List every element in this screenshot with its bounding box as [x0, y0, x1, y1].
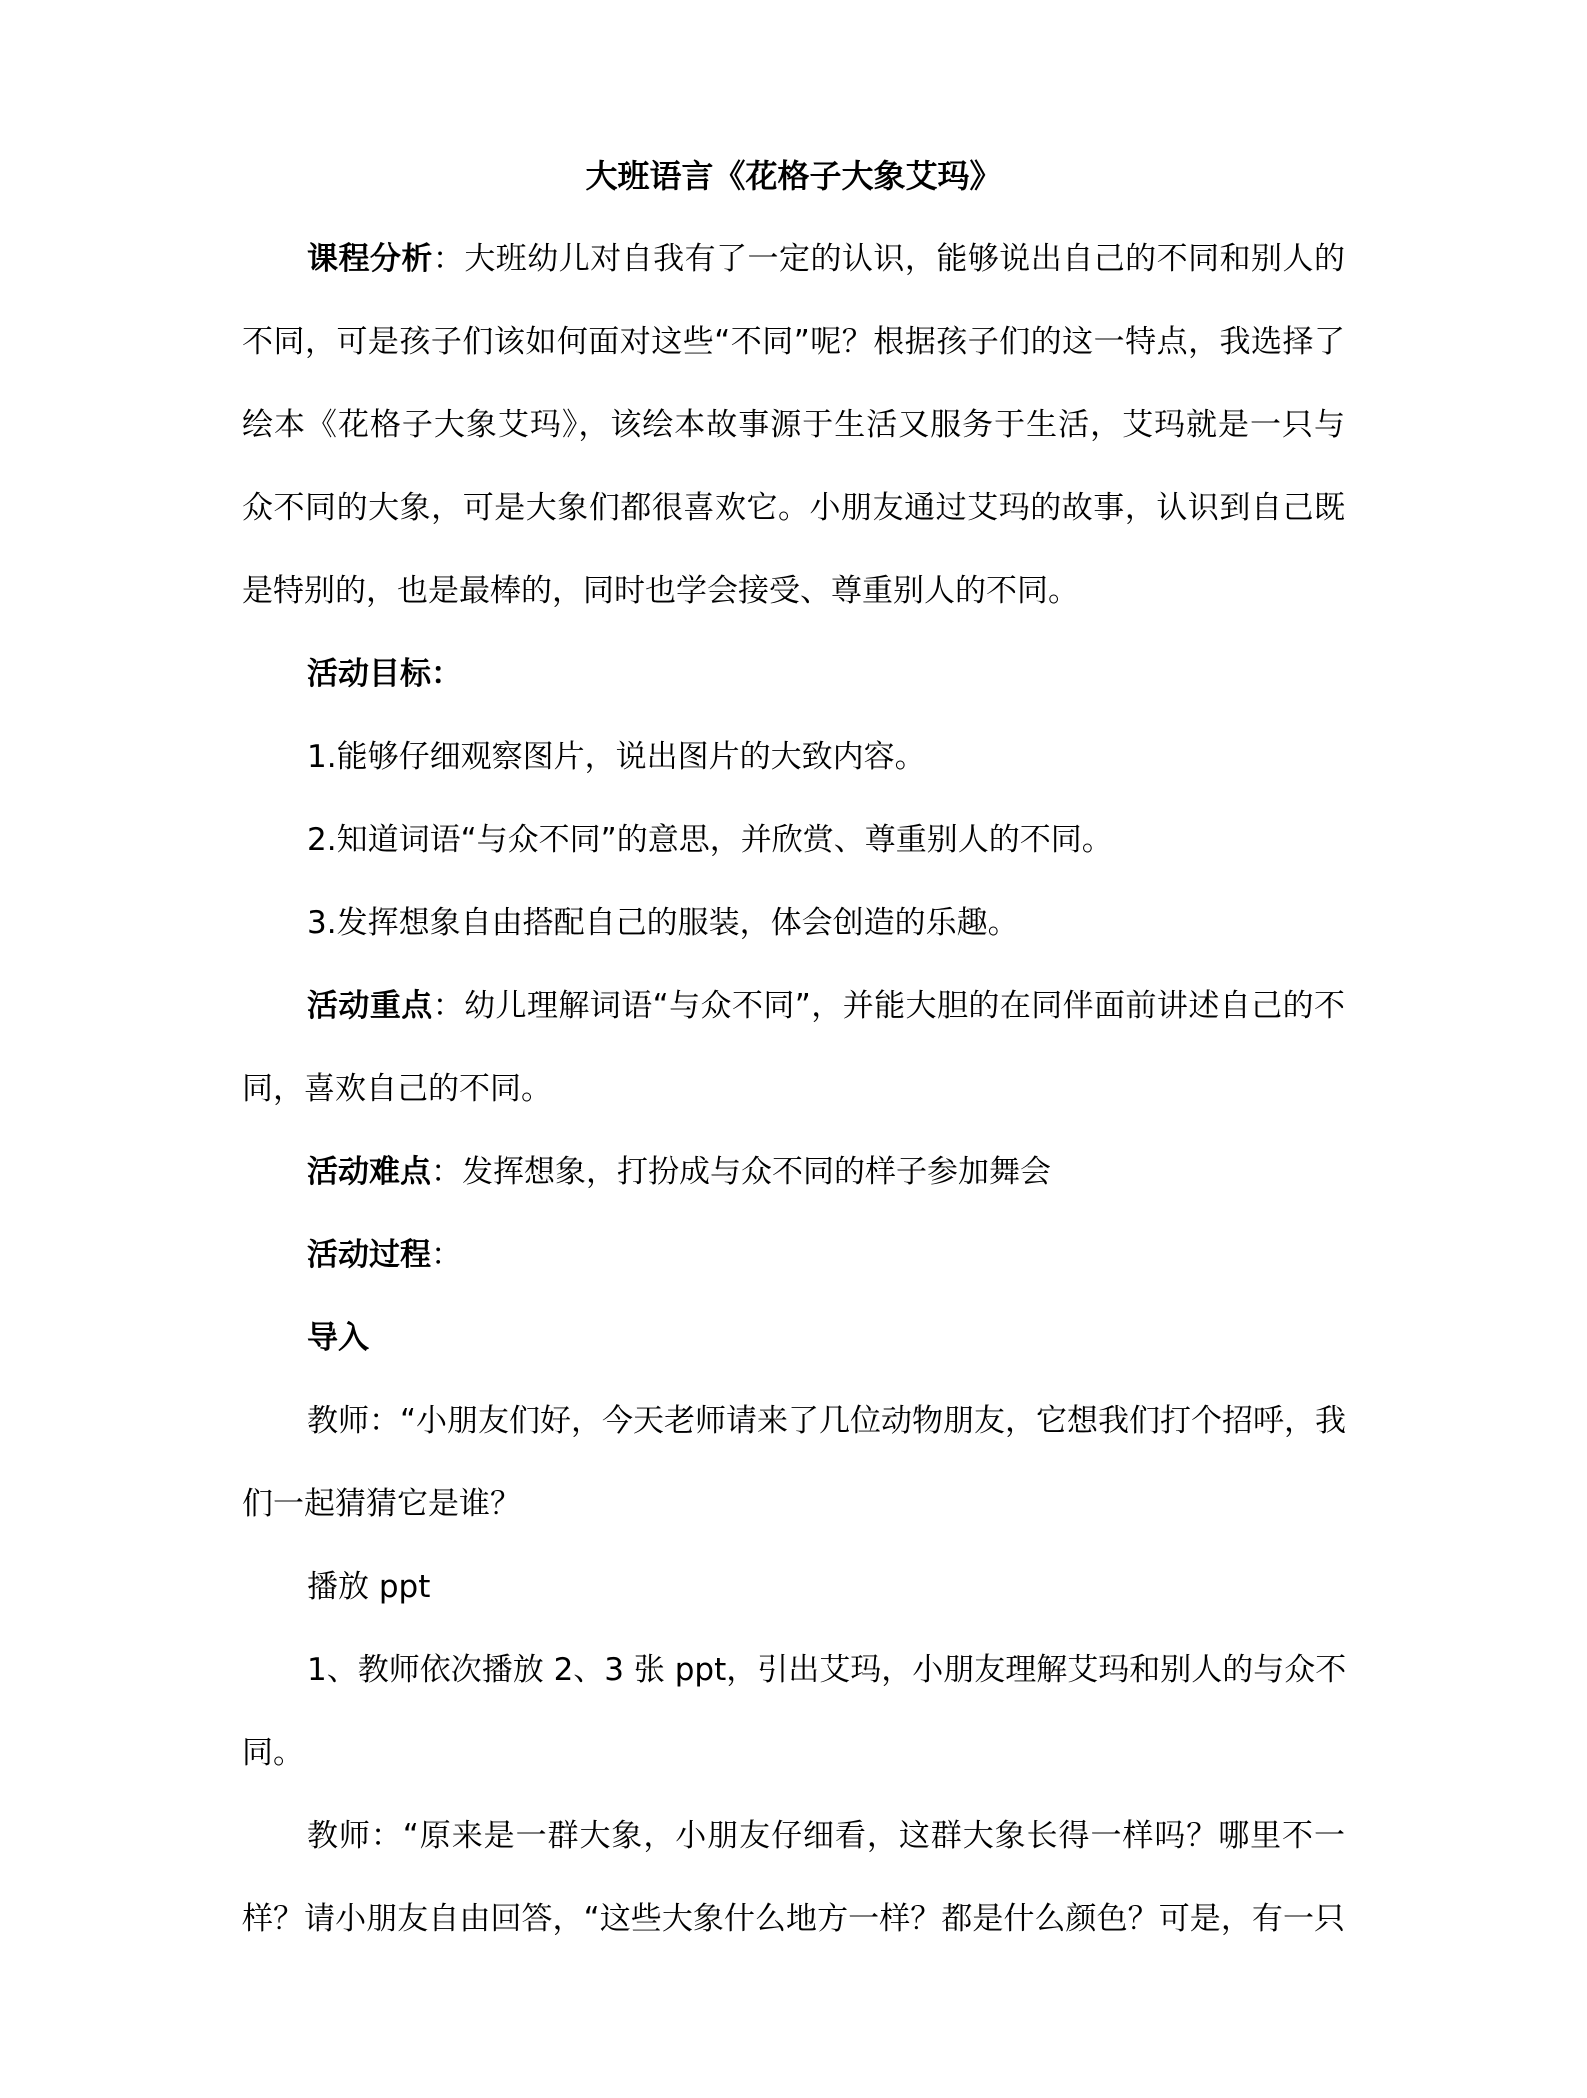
- key-points-label: 活动重点: [307, 988, 433, 1024]
- label-separator: ：: [432, 241, 465, 277]
- difficulties-label: 活动难点: [307, 1154, 431, 1190]
- difficulties-text: 发挥想象，打扮成与众不同的样子参加舞会: [462, 1154, 1051, 1190]
- intro-play-ppt: 播放 ppt: [307, 1569, 431, 1605]
- key-points-line-1: [307, 984, 1345, 1028]
- intro-teacher2-line-1: 教师：“原来是一群大象，小朋友仔细看，这群大象长得一样吗？哪里不一: [307, 1818, 1345, 1854]
- course-analysis-line-3: 绘本《花格子大象艾玛》，该绘本故事源于生活又服务于生活，艾玛就是一只与: [242, 407, 1345, 443]
- document-title: 大班语言《花格子大象艾玛》: [585, 157, 1002, 195]
- label-separator: ：: [432, 988, 465, 1024]
- objectives-heading: 活动目标：: [307, 656, 462, 692]
- course-analysis-line-4: 众不同的大象，可是大象们都很喜欢它。小朋友通过艾玛的故事，认识到自己既: [242, 490, 1345, 526]
- course-analysis-line-2: 不同，可是孩子们该如何面对这些“不同”呢？根据孩子们的这一特点，我选择了: [242, 324, 1345, 360]
- label-separator: ：: [431, 1237, 462, 1273]
- process-heading: [307, 1233, 1345, 1277]
- difficulties-line: [307, 1150, 1345, 1194]
- intro-teacher-line-2: 们一起猜猜它是谁？: [242, 1486, 521, 1522]
- objective-item-3: 3.发挥想象自由搭配自己的服装，体会创造的乐趣。: [307, 905, 1019, 941]
- key-points-text: 幼儿理解词语“与众不同”，并能大胆的在同伴面前讲述自己的不: [464, 988, 1345, 1024]
- objective-item-1: 1.能够仔细观察图片，说出图片的大致内容。: [307, 739, 926, 775]
- process-label: 活动过程: [307, 1237, 431, 1273]
- intro-teacher2-line-2: 样？请小朋友自由回答，“这些大象什么地方一样？都是什么颜色？可是，有一只: [242, 1901, 1345, 1937]
- intro-teacher-line-1: 教师：“小朋友们好，今天老师请来了几位动物朋友，它想我们打个招呼，我: [307, 1403, 1347, 1439]
- course-analysis-line-1: [307, 237, 1345, 281]
- course-analysis-text: 大班幼儿对自我有了一定的认识，能够说出自己的不同和别人的: [464, 241, 1345, 277]
- course-analysis-line-5: 是特别的，也是最棒的，同时也学会接受、尊重别人的不同。: [242, 573, 1079, 609]
- objective-item-2: 2.知道词语“与众不同”的意思，并欣赏、尊重别人的不同。: [307, 822, 1113, 858]
- intro-step1-line-2: 同。: [242, 1735, 304, 1771]
- key-points-line-2: 同，喜欢自己的不同。: [242, 1071, 552, 1107]
- intro-step1-line-1: 1、教师依次播放 2、3 张 ppt，引出艾玛，小朋友理解艾玛和别人的与众不: [307, 1652, 1347, 1688]
- course-analysis-label: 课程分析: [307, 241, 433, 277]
- intro-heading: 导入: [307, 1320, 369, 1356]
- label-separator: ：: [431, 1154, 462, 1190]
